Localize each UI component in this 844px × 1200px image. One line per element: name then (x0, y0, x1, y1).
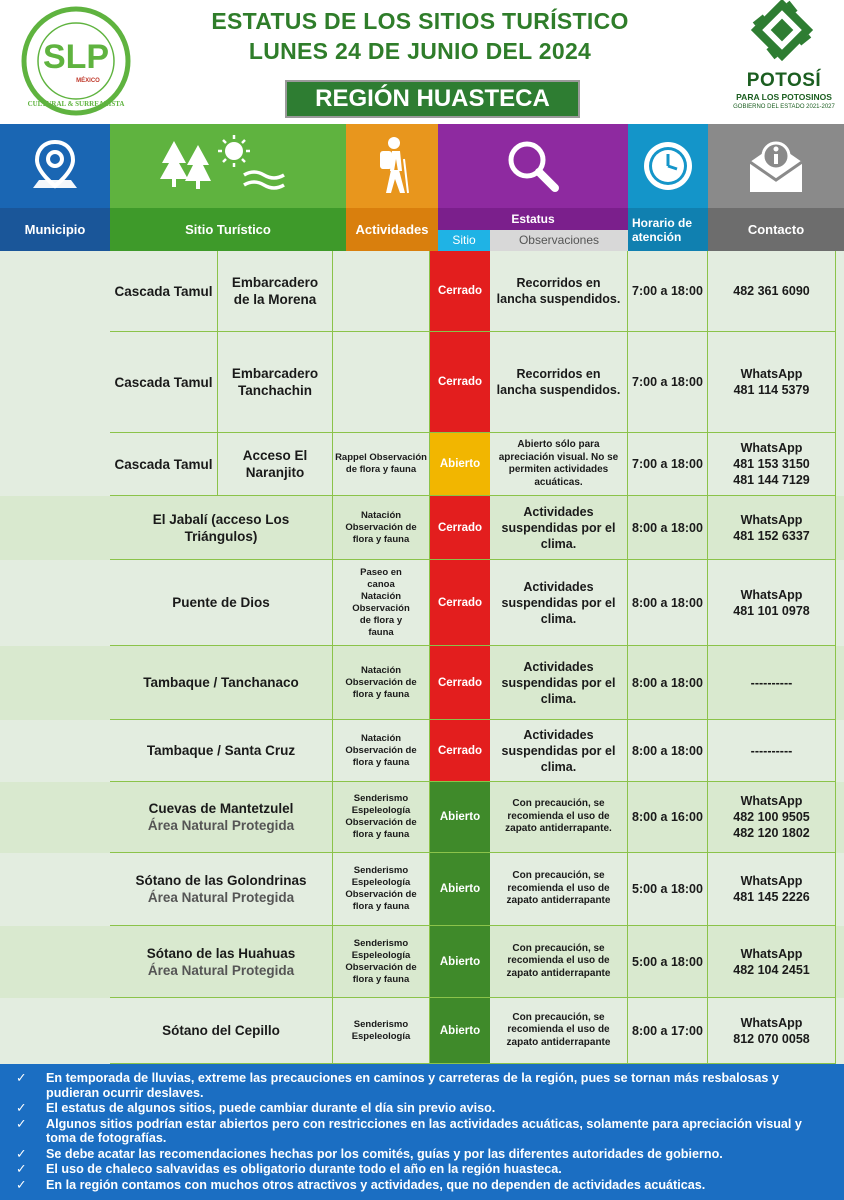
page-header (0, 0, 844, 124)
check-icon: ✓ (16, 1146, 27, 1161)
site-protected-label: Área Natural Protegida (147, 890, 295, 905)
observations: Con precaución, se recomienda el uso de zapato antiderrapante (490, 998, 628, 1064)
site-name: El Jabalí (acceso Los Triángulos) (110, 496, 333, 560)
site-activities (333, 332, 430, 433)
contact-line: WhatsApp (740, 441, 803, 455)
contact-line: WhatsApp (740, 587, 803, 602)
column-header-estatus (438, 124, 628, 251)
region-title: REGIÓN HUASTECA (285, 80, 580, 118)
contact (708, 646, 836, 720)
estatus-header-label: Estatus (438, 208, 628, 230)
notes-panel (0, 1064, 844, 1200)
site-name (110, 782, 333, 853)
status-badge: Cerrado (430, 496, 490, 560)
page-title: ESTATUS DE LOS SITIOS TURÍSTICO (211, 8, 629, 34)
note-text: El estatus de algunos sitios, puede cambiar durante el día sin previo aviso. (46, 1101, 496, 1115)
contact-phone: 481 145 2226 (733, 890, 810, 904)
status-badge: Abierto (430, 853, 490, 926)
status-badge: Abierto (430, 998, 490, 1064)
status-badge: Abierto (430, 926, 490, 998)
table-row (0, 782, 844, 853)
contact-line: ---------- (750, 675, 793, 690)
note-item (14, 1071, 830, 1100)
site-name (110, 926, 333, 998)
clock-icon (628, 124, 708, 208)
observations: Actividades suspendidas por el clima. (490, 496, 628, 560)
observations: Actividades suspendidas por el clima. (490, 720, 628, 782)
sitio-header-label: Sitio Turístico (110, 208, 346, 251)
table-row (0, 560, 844, 646)
opening-hours: 8:00 a 18:00 (628, 646, 708, 720)
opening-hours: 7:00 a 18:00 (628, 433, 708, 496)
check-icon: ✓ (16, 1162, 27, 1176)
site-activities (333, 251, 430, 332)
municipio-header-label: Municipio (0, 208, 110, 251)
note-text: Algunos sitios podrían estar abiertos pero con restricciones en las actividades acuáticas, solamente para apreciación visual y toma de fotografías. (46, 1116, 802, 1145)
site-name: Cascada Tamul (110, 332, 218, 433)
opening-hours: 7:00 a 18:00 (628, 332, 708, 433)
site-protected-label: Área Natural Protegida (147, 818, 295, 833)
contact-line: WhatsApp (740, 512, 803, 527)
site-protected-label: Área Natural Protegida (147, 962, 295, 978)
observations: Abierto sólo para apreciación visual. No se permiten actividades acuáticas. (490, 433, 628, 496)
observations: Actividades suspendidas por el clima. (490, 560, 628, 646)
potosi-gov: GOBIERNO DEL ESTADO 2021-2027 (733, 104, 835, 110)
contact-line: WhatsApp (740, 874, 803, 888)
table-row (0, 496, 844, 560)
opening-hours: 8:00 a 18:00 (628, 720, 708, 782)
site-activities: Senderismo Espeleología Observación de flora y fauna (333, 782, 430, 853)
contact-line: 482 361 6090 (733, 284, 810, 298)
note-item (14, 1162, 830, 1177)
site-subname: Acceso El Naranjito (218, 433, 333, 496)
note-text: Se debe acatar las recomendaciones hechas por los comités, guías y por las diferentes autoridades de gobierno. (46, 1146, 723, 1161)
site-name: Puente de Dios (110, 560, 333, 646)
check-icon: ✓ (16, 1101, 27, 1115)
table-row (0, 332, 844, 433)
opening-hours: 5:00 a 18:00 (628, 853, 708, 926)
contact (708, 720, 836, 782)
contact (708, 433, 836, 496)
site-activities: Senderismo Espeleología (333, 998, 430, 1064)
status-badge: Abierto (430, 433, 490, 496)
site-activities: Paseo en canoa Natación Observación de flora y fauna (333, 560, 430, 646)
observations: Recorridos en lancha suspendidos. (490, 332, 628, 433)
site-activities: Senderismo Espeleología Observación de flora y fauna (333, 926, 430, 998)
opening-hours: 8:00 a 16:00 (628, 782, 708, 853)
contact-line: WhatsApp (740, 367, 803, 381)
observations: Recorridos en lancha suspendidos. (490, 251, 628, 332)
note-text: El uso de chaleco salvavidas es obligatorio durante todo el año en la región huasteca. (46, 1162, 562, 1176)
contact (708, 496, 836, 560)
table-row (0, 646, 844, 720)
column-header-contacto (708, 124, 844, 251)
contact-phone: 481 114 5379 (733, 383, 810, 397)
potosi-tagline: PARA LOS POTOSINOS (736, 92, 832, 102)
check-icon: ✓ (16, 1116, 27, 1131)
contact-phone: 481 101 0978 (733, 603, 810, 618)
contact (708, 251, 836, 332)
note-item (14, 1178, 830, 1193)
opening-hours: 8:00 a 18:00 (628, 496, 708, 560)
check-icon: ✓ (16, 1177, 27, 1192)
site-name (110, 853, 333, 926)
observations: Actividades suspendidas por el clima. (490, 646, 628, 720)
table-row (0, 720, 844, 782)
contact (708, 332, 836, 433)
note-text: En temporada de lluvias, extreme las precauciones en caminos y carreteras de la región, pues se tornan más resbalosas y pudieran ocurrir deslaves. (46, 1071, 779, 1100)
site-activities: Senderismo Espeleología Observación de flora y fauna (333, 853, 430, 926)
contact (708, 926, 836, 998)
actividades-header-label: Actividades (346, 208, 438, 251)
site-subname: Embarcadero Tanchachin (218, 332, 333, 433)
site-activities: Natación Observación de flora y fauna (333, 496, 430, 560)
site-name: Tambaque / Santa Cruz (110, 720, 333, 782)
contact-line: WhatsApp (740, 1015, 803, 1030)
contact-line: WhatsApp (740, 794, 803, 808)
site-name-text: Sótano de las Golondrinas (135, 873, 307, 888)
site-name-text: Cuevas de Mantetzulel (148, 801, 294, 816)
contacto-header-label: Contacto (708, 208, 844, 251)
map-pin-icon (0, 124, 110, 208)
column-header-sitio (110, 124, 346, 251)
table-row (0, 926, 844, 998)
status-badge: Cerrado (430, 646, 490, 720)
site-name: Tambaque / Tanchanaco (110, 646, 333, 720)
site-activities: Natación Observación de flora y fauna (333, 646, 430, 720)
contact-phone: 481 153 3150 (733, 457, 810, 471)
estatus-observaciones-label: Observaciones (490, 230, 628, 251)
table-row (0, 433, 844, 496)
status-badge: Cerrado (430, 720, 490, 782)
note-text: En la región contamos con muchos otros atractivos y actividades, que no dependen de actividades acuáticas. (46, 1177, 706, 1192)
note-item (14, 1101, 830, 1116)
site-name: Cascada Tamul (110, 433, 218, 496)
potosi-name: POTOSÍ (746, 70, 822, 91)
observations: Con precaución, se recomienda el uso de zapato antiderrapante. (490, 782, 628, 853)
slp-logo-ring: CULTURAL & SURREALISTA (27, 100, 125, 108)
site-activities: Rappel Observación de flora y fauna (333, 433, 430, 496)
contact-line: ---------- (750, 743, 793, 758)
trees-sun-water-icon (110, 124, 346, 208)
table-row (0, 251, 844, 332)
opening-hours: 8:00 a 18:00 (628, 560, 708, 646)
hiker-icon (346, 124, 438, 208)
site-name-text: Sótano de las Huahuas (146, 945, 296, 961)
contact-phone: 481 144 7129 (733, 473, 810, 487)
opening-hours: 8:00 a 17:00 (628, 998, 708, 1064)
page-date: LUNES 24 DE JUNIO DEL 2024 (248, 38, 592, 64)
status-badge: Abierto (430, 782, 490, 853)
check-icon: ✓ (16, 1071, 27, 1085)
contact (708, 853, 836, 926)
column-header-municipio (0, 124, 110, 251)
status-badge: Cerrado (430, 332, 490, 433)
opening-hours: 7:00 a 18:00 (628, 251, 708, 332)
contact-phone: 482 104 2451 (733, 962, 810, 977)
horario-header-label: Horario de atención (628, 208, 708, 251)
status-badge: Cerrado (430, 560, 490, 646)
note-item (14, 1117, 830, 1146)
opening-hours: 5:00 a 18:00 (628, 926, 708, 998)
site-subname: Embarcadero de la Morena (218, 251, 333, 332)
table-row (0, 998, 844, 1064)
table-row (0, 853, 844, 926)
slp-logo-country: MÉXICO (76, 78, 100, 84)
contact-phone: 812 070 0058 (733, 1031, 810, 1046)
contact (708, 560, 836, 646)
contact-phone: 482 100 9505 (733, 810, 810, 824)
contact-phone: 481 152 6337 (733, 528, 810, 543)
status-badge: Cerrado (430, 251, 490, 332)
observations: Con precaución, se recomienda el uso de zapato antiderrapante (490, 853, 628, 926)
slp-logo-text: SLP (42, 38, 110, 76)
column-header-horario (628, 124, 708, 251)
slp-logo (18, 6, 134, 116)
column-header-actividades (346, 124, 438, 251)
site-activities: Natación Observación de flora y fauna (333, 720, 430, 782)
site-name: Cascada Tamul (110, 251, 218, 332)
mail-info-icon (708, 124, 844, 208)
contact (708, 998, 836, 1064)
note-item (14, 1147, 830, 1162)
observations: Con precaución, se recomienda el uso de zapato antiderrapante (490, 926, 628, 998)
estatus-sitio-label: Sitio (438, 230, 490, 251)
contact-phone: 482 120 1802 (733, 826, 810, 840)
contact (708, 782, 836, 853)
magnifier-icon (438, 124, 628, 208)
contact-line: WhatsApp (740, 946, 803, 961)
site-name: Sótano del Cepillo (110, 998, 333, 1064)
